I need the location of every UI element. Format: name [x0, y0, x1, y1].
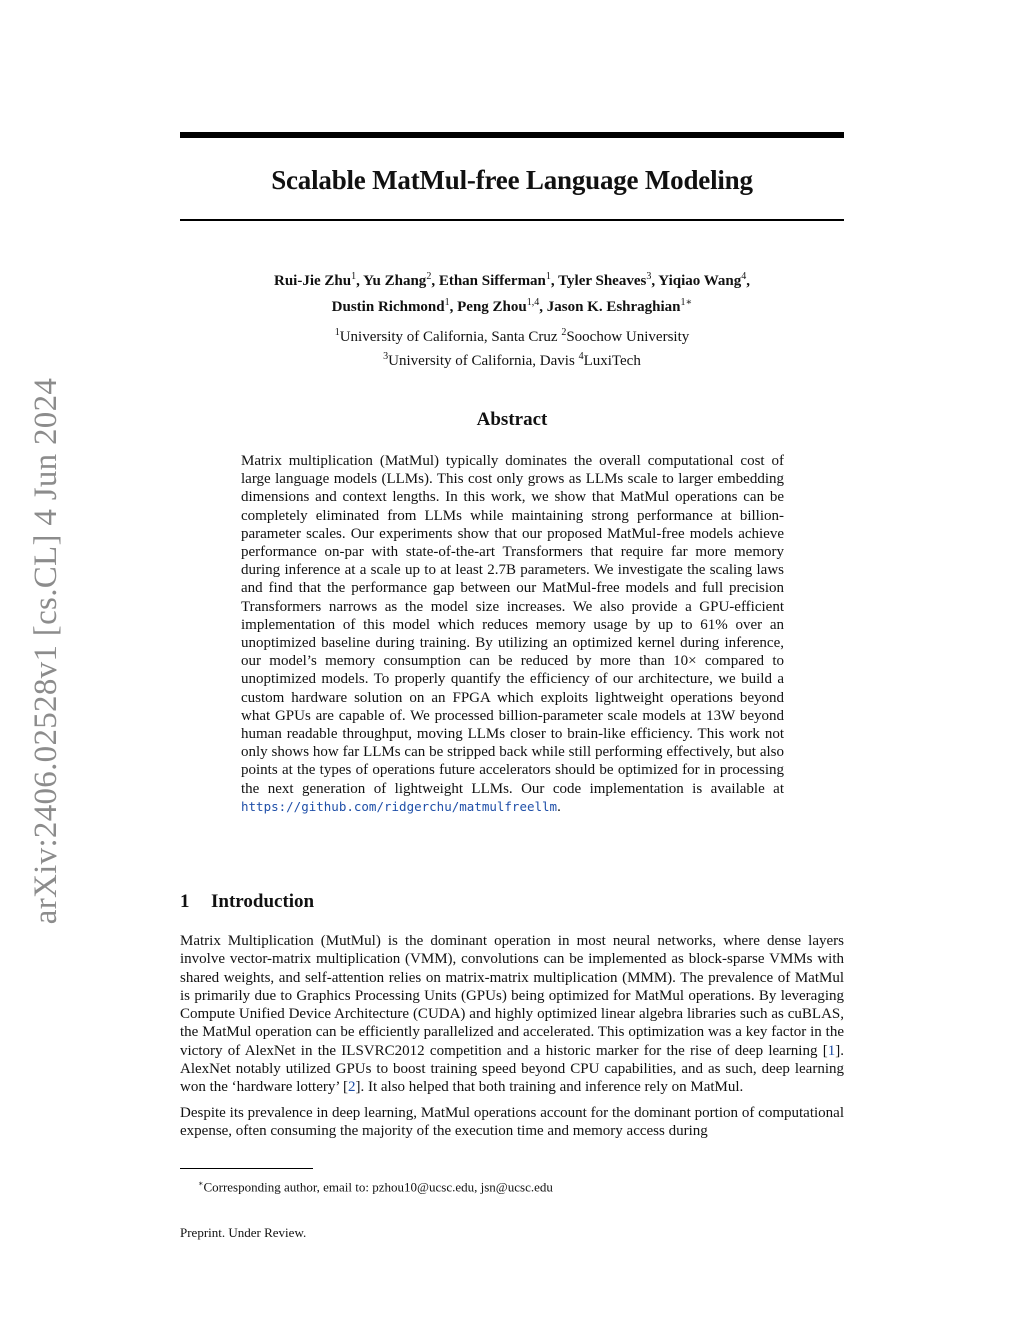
arxiv-watermark: arXiv:2406.02528v1 [cs.CL] 4 Jun 2024	[28, 377, 64, 925]
author: Ethan Sifferman$^1$,	[438, 271, 555, 289]
author: Jason K. Eshraghian$^{1∗}$	[546, 297, 693, 315]
paragraph: Matrix Multiplication (MutMul) is the dominant operation in most neural networks, where dense layers involve vector-matrix multiplication (VMM), convolutions can be implemented as block-sparse VMMs with shared weights, and self-attention relies on matrix-matrix multiplication (MMM). The prevalence of MatMul is primarily due to Graphics Processing Units (GPUs) being optimized for MatMul operations. By leveraging Compute Unified Device Architecture (CUDA) and highly optimized linear algebra libraries such as cuBLAS, the MatMul operation can be efficiently parallelized and accelerated. This optimization was a key factor in the victory of AlexNet in the ILSVRC2012 competition and a historic marker for the rise of deep learning [1]. AlexNet notably utilized GPUs to boost training speed beyond CPU capabilities, and as such, deep learning won the ‘hardware lottery’ [2]. It also helped that both training and inference rely on MatMul.	[180, 933, 844, 1096]
footnote: ∗Corresponding author, email to: pzhou10@ucsc.edu, jsn@ucsc.edu	[198, 1179, 553, 1195]
paragraph: Despite its prevalence in deep learning, MatMul operations account for the dominant portion of computational expense, often consuming the majority of the execution time and memory access during	[180, 1104, 844, 1139]
title-bottom-rule	[180, 219, 844, 221]
abstract-body: Matrix multiplication (MatMul) typically dominates the overall computational cost of large language models (LLMs). This cost only grows as LLMs scale to larger embedding dimensions and context lengths. In this work, we show that MatMul operations can be completely eliminated from LLMs while maintaining strong performance at billion-parameter scales. Our experiments show that our proposed MatMul-free models achieve performance on-par with state-of-the-art Transformers that require far more memory during inference at a scale up to at least 2.7B parameters. We investigate the scaling laws and find that the performance gap between our MatMul-free models and full precision Transformers narrows as the model size increases. We also provide a GPU-efficient implementation of this model which reduces memory usage by up to 61% over an unoptimized baseline during training. By utilizing an optimized kernel during inference, our model’s memory consumption can be reduced by more than 10× compared to unoptimized models. To properly quantify the efficiency of our architecture, we build a custom hardware solution on an FPGA which exploits lightweight operations beyond what GPUs are capable of. We processed billion-parameter scale models at 13W beyond human readable throughput, moving LLMs closer to brain-like efficiency. This work not only shows how far LLMs can be stripped back while still performing effectively, but also points at the types of operations future accelerators should be optimized for in processing the next generation of lightweight LLMs. Our code implementation is available at https://github.com/ridgerchu/matmulfreellm.	[241, 453, 784, 815]
preprint-notice: Preprint. Under Review.	[180, 1225, 307, 1240]
citation-link[interactable]: 2	[347, 1079, 356, 1096]
author: Tyler Sheaves$^3$,	[558, 271, 656, 289]
citation-link[interactable]: 1	[827, 1042, 836, 1059]
introduction-body	[180, 932, 844, 1147]
section-heading-introduction: 1 Introduction	[180, 891, 315, 912]
footnote-rule	[180, 1168, 313, 1169]
paper-title: Scalable MatMul-free Language Modeling	[271, 165, 753, 195]
affiliations	[180, 323, 844, 371]
code-repo-link[interactable]: https://github.com/ridgerchu/matmulfreellm	[241, 798, 558, 814]
author: Peng Zhou$^{1,4}$,	[457, 297, 543, 315]
author: Rui-Jie Zhu$^1$,	[274, 271, 360, 289]
affiliation-line: $^1$University of California, Santa Cruz $^2$Soochow University	[334, 327, 690, 345]
author-list	[180, 266, 844, 318]
affiliation-line: $^3$University of California, Davis $^4$LuxiTech	[383, 351, 641, 369]
author: Dustin Richmond$^1$,	[331, 297, 454, 315]
title-top-rule	[180, 132, 844, 138]
author: Yu Zhang$^2$,	[363, 271, 436, 289]
author: Yiqiao Wang$^4$,	[658, 271, 750, 289]
abstract-heading: Abstract	[476, 409, 548, 430]
